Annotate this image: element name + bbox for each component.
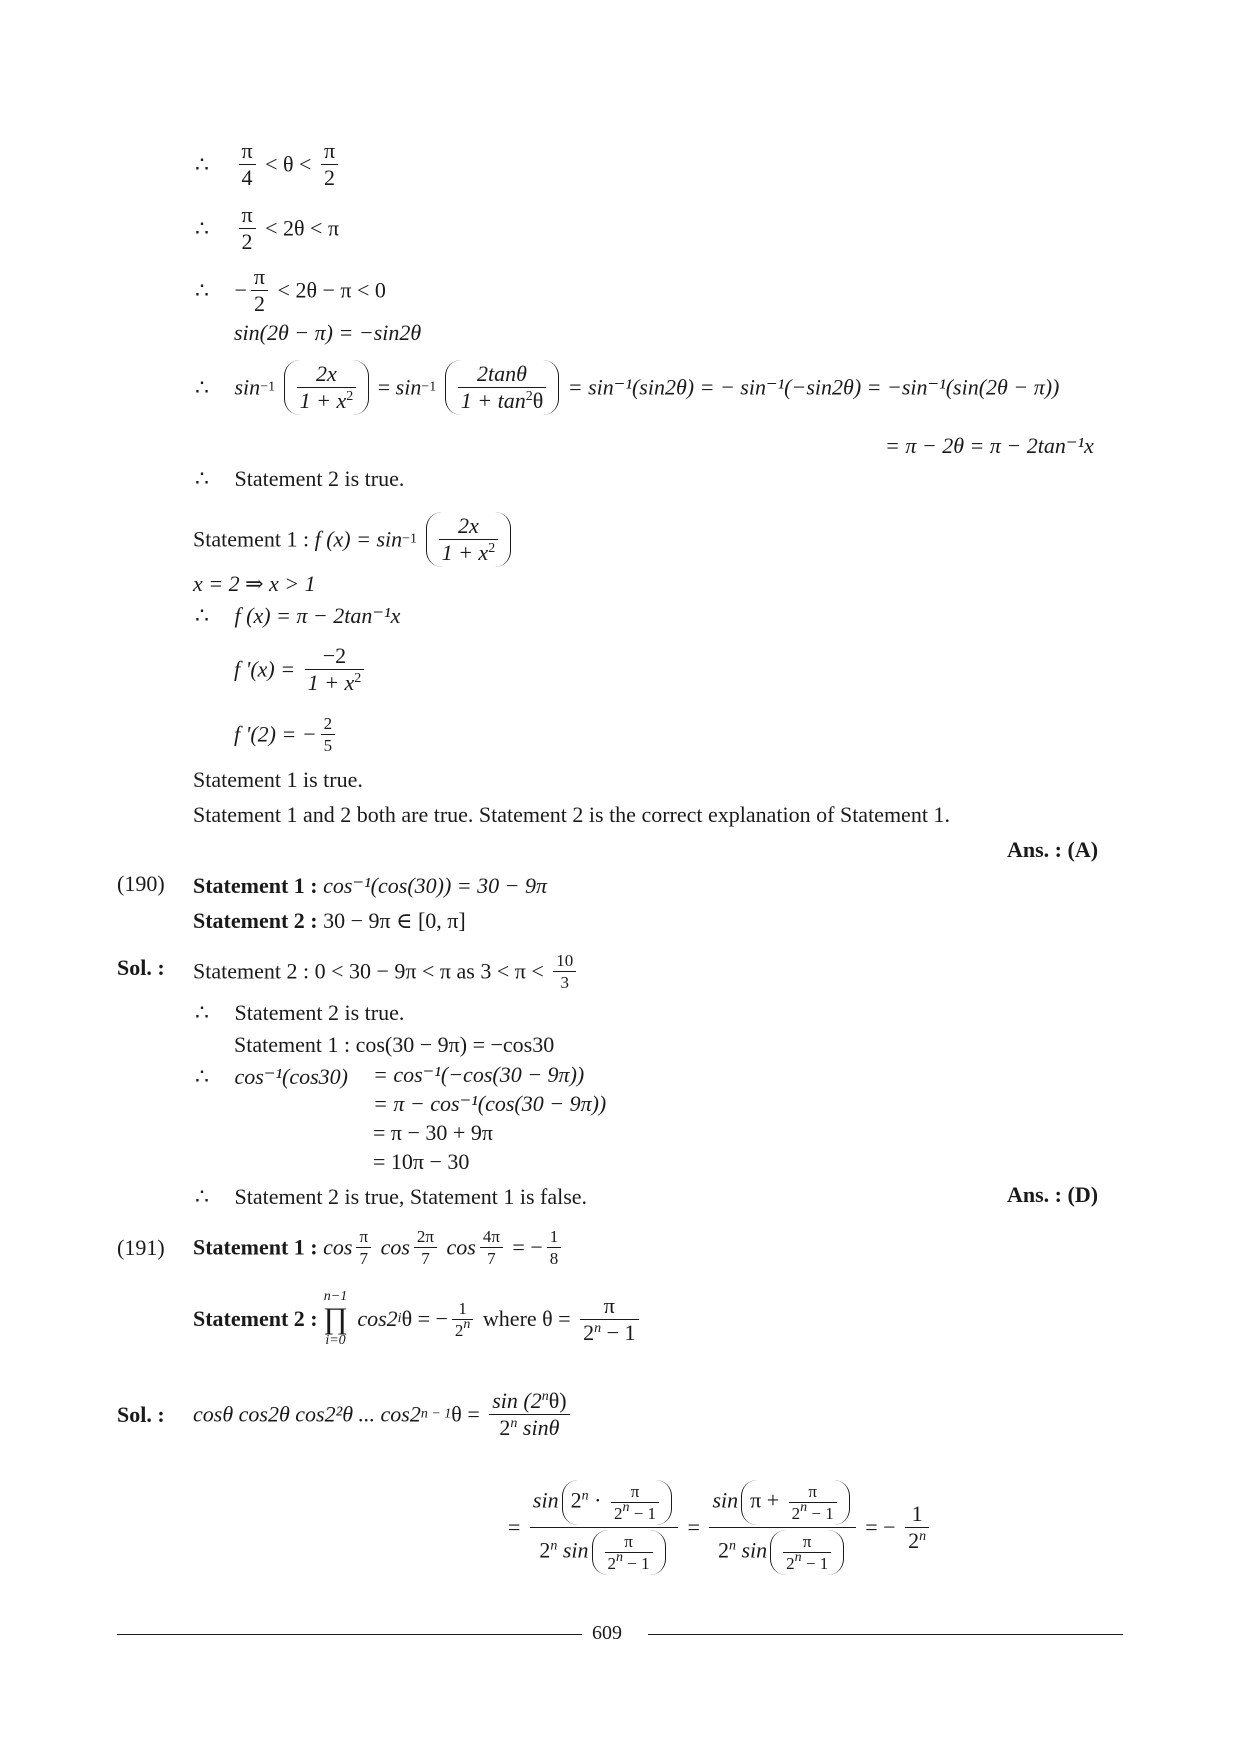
line-s1-true: Statement 1 is true. xyxy=(193,767,363,792)
page-number: 609 xyxy=(592,1622,622,1644)
therefore-symbol: ∴ xyxy=(195,151,209,177)
line-pi2-2theta: ∴ $\frac{\pi}{2}$ < 2θ < π xyxy=(195,202,340,254)
line-x-condition: x = 2 ⇒ x > 1 xyxy=(193,571,316,596)
question-number-191: (191) xyxy=(117,1235,165,1260)
line-pi4-theta: ∴ $\frac{\pi}{4}$ < θ < $\frac{\pi}{2}$ xyxy=(195,140,342,189)
therefore-symbol: ∴ xyxy=(195,465,209,491)
fraction: $\frac{\pi}{2}$ xyxy=(239,204,256,253)
line-fx: ∴ f (x) = π − 2tan⁻¹x xyxy=(195,602,401,628)
line-s2-true: ∴ Statement 2 is true. xyxy=(195,465,405,491)
sol190-derivation-1: ∴ cos⁻¹(cos30) xyxy=(195,1063,349,1089)
fraction: $\frac{2\tan\theta}{1 + \tan^2\theta}$ xyxy=(458,363,547,412)
fraction: $\frac{\pi}{7}$ xyxy=(356,1228,371,1267)
fraction: $\sin 2^n$ · $\frac{\pi}{2^n - 1}$ 2$^n$ sin $\frac{\pi}{2^n - 1}$ xyxy=(530,1480,678,1575)
therefore-symbol: ∴ xyxy=(195,1063,209,1089)
footer-rule-right xyxy=(648,1634,1123,1635)
therefore-symbol: ∴ xyxy=(195,1183,209,1209)
sol190-line-1: Statement 2 : 0 < 30 − 9π < π as 3 < π < $\frac{10}{3}$ xyxy=(193,952,580,991)
line-both-true: Statement 1 and 2 both are true. Statement 2 is the correct explanation of Statement 1. xyxy=(193,802,950,827)
q191-statement-1: Statement 1 : cos $\frac{\pi}{7}$ cos $\frac{2\pi}{7}$ cos $\frac{4\pi}{7}$ = − $\frac{1}{8}$ xyxy=(193,1228,565,1267)
line-neg-pi2: ∴ − $\frac{\pi}{2}$ < 2θ − π < 0 xyxy=(195,264,386,316)
fraction: $\frac{4\pi}{7}$ xyxy=(480,1228,503,1267)
sol-label-190: Sol. : xyxy=(117,955,165,980)
line-sin-identity: sin(2θ − π) = −sin2θ xyxy=(234,320,422,345)
line-fprime: f '(x) = $\frac{-2}{1 + x^2}$ xyxy=(234,645,368,694)
therefore-symbol: ∴ xyxy=(195,999,209,1025)
parenthesis xyxy=(445,360,560,415)
question-number-190: (190) xyxy=(117,871,165,896)
answer-a: Ans. : (A) xyxy=(1007,837,1099,862)
sol191-line-2: = $\sin 2^n$ · $\frac{\pi}{2^n - 1}$ 2$^n$ sin $\frac{\pi}{2^n - 1}$ = sin π + $\frac{\pi}{2^n - 1}$ 2$^n$ sin $\frac{\pi}{2^n - 1}$ = − $\frac{1}{2^n}$ xyxy=(508,1480,933,1575)
sol190-r4: = 10π − 30 xyxy=(373,1149,470,1174)
q190-statement-1: Statement 1 : cos⁻¹(cos(30)) = 30 − 9π xyxy=(193,872,548,898)
fraction: $\frac{\sin (2^n\theta)}{2^n \sin\theta}$ xyxy=(489,1390,569,1439)
sol191-line-1: cosθ cos2θ cos2²θ ... cos2n − 1θ = $\frac{\sin (2^n\theta)}{2^n \sin\theta}$ xyxy=(193,1390,574,1439)
fraction: $\frac{1}{8}$ xyxy=(547,1228,562,1267)
therefore-symbol: ∴ xyxy=(195,277,209,303)
therefore-symbol: ∴ xyxy=(195,215,209,241)
q191-statement-2: Statement 2 : n−1 ∏ i=0 cos2iθ = − $\frac{1}{2^n}$ where θ = $\frac{\pi}{2^n - 1}$ xyxy=(193,1290,643,1348)
product-operator: n−1 ∏ i=0 xyxy=(323,1289,348,1348)
fraction: $\frac{2x}{1 + x^2}$ xyxy=(297,363,357,412)
fraction: $\frac{-2}{1 + x^2}$ xyxy=(305,645,365,694)
footer-rule-left xyxy=(117,1634,582,1635)
q190-statement-2: Statement 2 : 30 − 9π ∈ [0, π] xyxy=(193,907,466,933)
sol190-r1: = cos⁻¹(−cos(30 − 9π)) xyxy=(373,1062,585,1087)
fraction: $\frac{2x}{1 + x^2}$ xyxy=(439,515,499,564)
sol190-r2: = π − cos⁻¹(cos(30 − 9π)) xyxy=(373,1091,607,1116)
answer-d: Ans. : (D) xyxy=(1007,1182,1099,1207)
fraction: $\frac{1}{2^n}$ xyxy=(905,1503,929,1552)
parenthesis xyxy=(284,360,370,415)
sol-label-191: Sol. : xyxy=(117,1402,165,1427)
fraction: $\frac{2\pi}{7}$ xyxy=(414,1228,437,1267)
sol190-s2-true: ∴ Statement 2 is true. xyxy=(195,999,405,1025)
line-s1-definition: Statement 1 : f (x) = sin−1 $\frac{2x}{1 + x^2}$ xyxy=(193,512,514,567)
fraction: $\frac{\pi}{2}$ xyxy=(321,140,338,189)
parenthesis xyxy=(426,512,512,567)
sol190-conclusion: ∴ Statement 2 is true, Statement 1 is false. xyxy=(195,1183,588,1209)
sol190-r3: = π − 30 + 9π xyxy=(373,1120,493,1145)
fraction: $\frac{2}{5}$ xyxy=(321,715,336,754)
fraction: $\frac{\pi}{2}$ xyxy=(251,266,268,315)
fraction: sin π + $\frac{\pi}{2^n - 1}$ 2$^n$ sin $\frac{\pi}{2^n - 1}$ xyxy=(709,1480,855,1575)
therefore-symbol: ∴ xyxy=(195,374,209,400)
line-sin-inverse-chain: ∴ sin−1 $\frac{2x}{1 + x^2}$ = sin−1 $\frac{2\tan\theta}{1 + \tan^2\theta}$ = sin⁻¹(sin2θ) = − sin⁻¹(−sin2θ) = −sin⁻¹(sin(2θ − π)) xyxy=(195,361,1060,413)
line-result: = π − 2θ = π − 2tan⁻¹x xyxy=(885,433,1094,458)
fraction: $\frac{\pi}{4}$ xyxy=(239,140,256,189)
line-fprime-2: f '(2) = − $\frac{2}{5}$ xyxy=(234,715,339,754)
fraction: $\frac{10}{3}$ xyxy=(553,952,576,991)
sol190-s1-line: Statement 1 : cos(30 − 9π) = −cos30 xyxy=(234,1032,555,1057)
fraction: $\frac{1}{2^n}$ xyxy=(452,1300,474,1339)
therefore-symbol: ∴ xyxy=(195,602,209,628)
fraction: $\frac{\pi}{2^n - 1}$ xyxy=(580,1295,638,1344)
